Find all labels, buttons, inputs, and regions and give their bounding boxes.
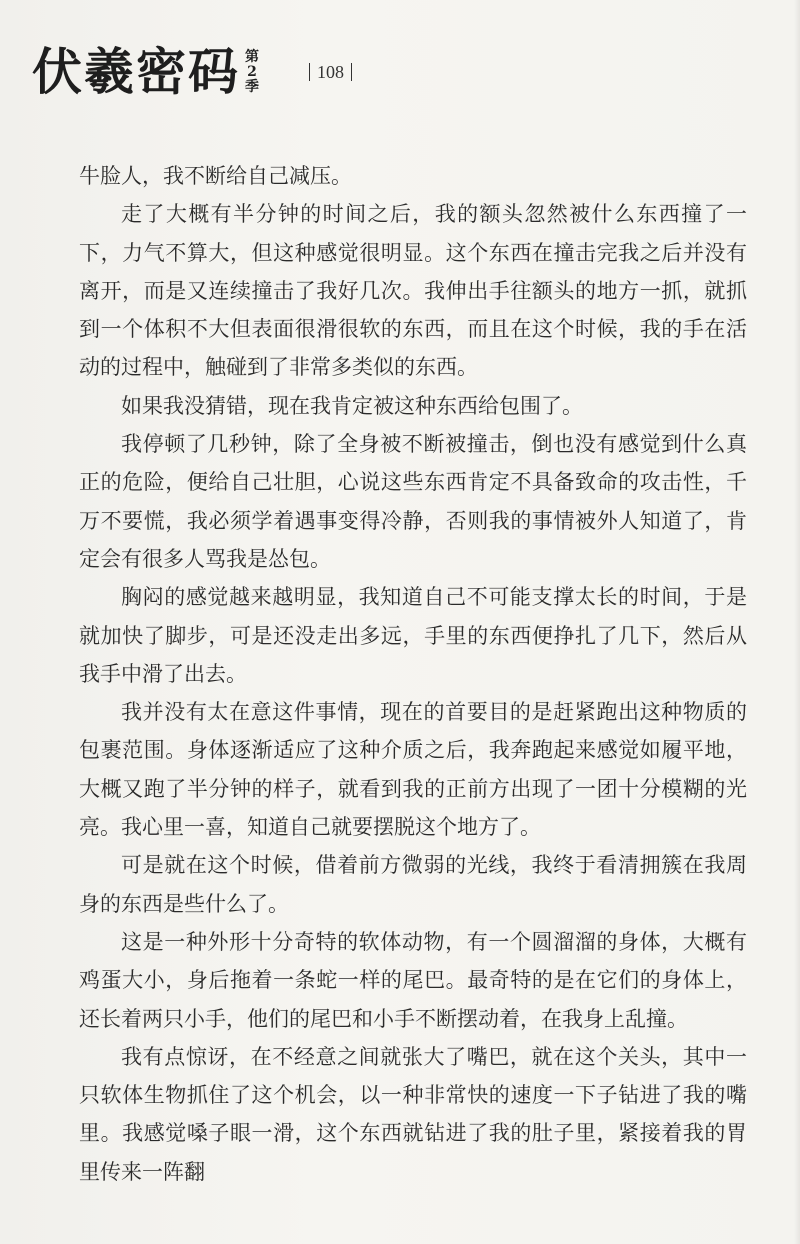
paragraph: 我并没有太在意这件事情，现在的首要目的是赶紧跑出这种物质的包裹范围。身体逐渐适应了这种介质之后，我奔跑起来感觉如履平地，大概又跑了半分钟的样子，就看到我的正前方出现了一团十分模糊的光亮。我心里一喜，知道自己就要摆脱这个地方了。: [79, 700, 747, 840]
page-number: [302, 60, 359, 84]
season-char-2: 2: [247, 64, 257, 80]
book-title: 伏羲密码: [32, 42, 240, 101]
paragraph: 可是就在这个时候，借着前方微弱的光线，我终于看清拥簇在我周身的东西是些什么了。: [79, 853, 747, 916]
paragraph: 如果我没猜错，现在我肯定被这种东西给包围了。: [121, 393, 583, 418]
paragraph: 胸闷的感觉越来越明显，我知道自己不可能支撑太长的时间，于是就加快了脚步，可是还没走出多远，手里的东西便挣扎了几下，然后从我手中滑了出去。: [79, 585, 747, 686]
divider: [309, 63, 310, 81]
season-label: [244, 50, 260, 95]
paragraph: 我有点惊讶，在不经意之间就张大了嘴巴，就在这个关头，其中一只软体生物抓住了这个机会，以一种非常快的速度一下子钻进了我的嘴里。我感觉嗓子眼一滑，这个东西就钻进了我的肚子里，紧接着我的胃里传来一阵翻: [79, 1044, 747, 1184]
divider: [351, 63, 352, 81]
page-edge-shadow: [794, 0, 800, 1244]
page-number-value: 108: [317, 62, 344, 82]
body-text: [79, 157, 747, 1191]
season-char-3: 季: [245, 79, 259, 95]
paragraph: 我停顿了几秒钟，除了全身被不断被撞击，倒也没有感觉到什么真正的危险，便给自己壮胆，心说这些东西肯定不具备致命的攻击性，千万不要慌，我必须学着遇事变得冷静，否则我的事情被外人知道了，肯定会有很多人骂我是怂包。: [79, 432, 747, 571]
paragraph: 走了大概有半分钟的时间之后，我的额头忽然被什么东西撞了一下，力气不算大，但这种感觉很明显。这个东西在撞击完我之后并没有离开，而是又连续撞击了我好几次。我伸出手往额头的地方一抓，就抓到一个体积不大但表面很滑很软的东西，而且在这个时候，我的手在活动的过程中，触碰到了非常多类似的东西。: [79, 202, 747, 380]
paragraph: 牛脸人，我不断给自己减压。: [79, 164, 352, 188]
paragraph: 这是一种外形十分奇特的软体动物，有一个圆溜溜的身体，大概有鸡蛋大小，身后拖着一条蛇一样的尾巴。最奇特的是在它们的身体上，还长着两只小手，他们的尾巴和小手不断摆动着，在我身上乱撞。: [79, 929, 747, 1031]
season-char-1: 第: [245, 49, 259, 65]
page-header: [32, 40, 359, 110]
